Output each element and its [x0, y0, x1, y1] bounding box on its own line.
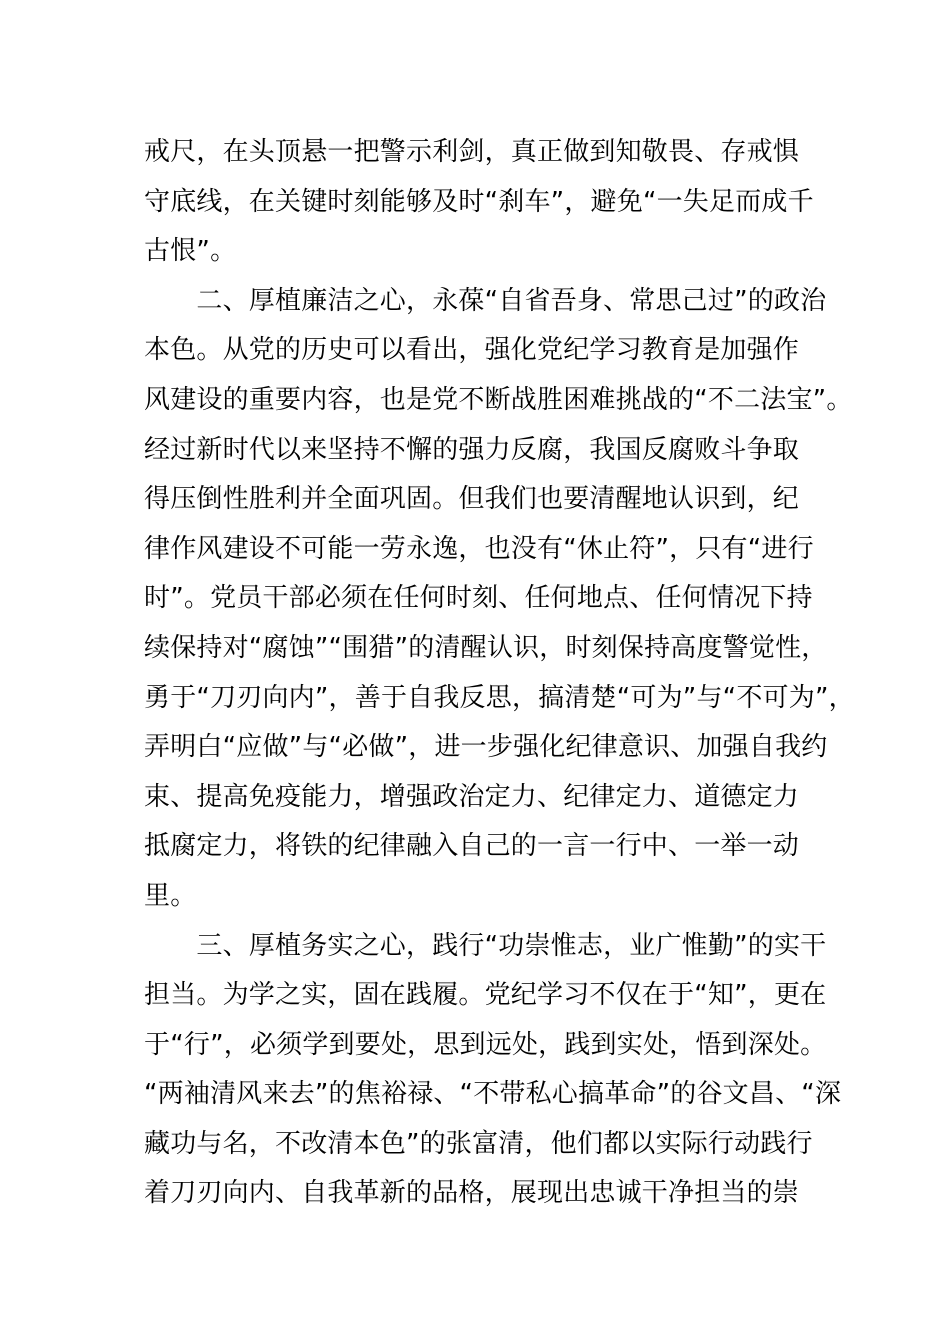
text-line: 经过新时代以来坚持不懈的强力反腐，我国反腐败斗争取 [144, 434, 800, 465]
text-line: 抵腐定力，将铁的纪律融入自己的一言一行中、一举一动 [144, 831, 800, 862]
body-text [144, 128, 855, 1219]
text-line: 弄明白“应做”与“必做”，进一步强化纪律意识、加强自我约 [144, 732, 828, 763]
text-line: 担当。为学之实，固在践履。党纪学习不仅在于“知”，更在 [144, 980, 827, 1011]
text-line: 得压倒性胜利并全面巩固。但我们也要清醒地认识到，纪 [144, 484, 800, 515]
text-line: “两袖清风来去”的焦裕禄、“不带私心搞革命”的谷文昌、“深 [144, 1079, 842, 1110]
text-line: 续保持对“腐蚀”“围猎”的清醒认识，时刻保持高度警觉性， [144, 632, 828, 663]
text-line: 束、提高免疫能力，增强政治定力、纪律定力、道德定力 [144, 781, 800, 812]
text-line: 藏功与名，不改清本色”的张富清，他们都以实际行动践行 [144, 1128, 813, 1159]
section-heading-line: 三、厚植务实之心，践行“功崇惟志，业广惟勤”的实干 [144, 930, 827, 961]
text-line: 于“行”，必须学到要处，思到远处，践到实处，悟到深处。 [144, 1029, 827, 1060]
text-line: 古恨”。 [144, 236, 237, 267]
text-line: 勇于“刀刃向内”，善于自我反思，搞清楚“可为”与“不可为”， [144, 682, 855, 713]
text-line: 律作风建设不可能一劳永逸，也没有“休止符”，只有“进行 [144, 533, 814, 564]
text-line: 本色。从党的历史可以看出，强化党纪学习教育是加强作 [144, 335, 800, 366]
text-line: 风建设的重要内容，也是党不断战胜困难挑战的“不二法宝”。 [144, 384, 853, 415]
section-heading-line: 二、厚植廉洁之心，永葆“自省吾身、常思己过”的政治 [144, 285, 827, 316]
text-line: 守底线，在关键时刻能够及时“刹车”，避免“一失足而成千 [144, 186, 814, 217]
text-line: 戒尺，在头顶悬一把警示利剑，真正做到知敬畏、存戒惧 [144, 137, 800, 167]
text-line: 里。 [144, 880, 197, 911]
text-line: 时”。党员干部必须在任何时刻、任何地点、任何情况下持 [144, 583, 813, 614]
text-line: 着刀刃向内、自我革新的品格，展现出忠诚干净担当的崇 [144, 1178, 800, 1209]
